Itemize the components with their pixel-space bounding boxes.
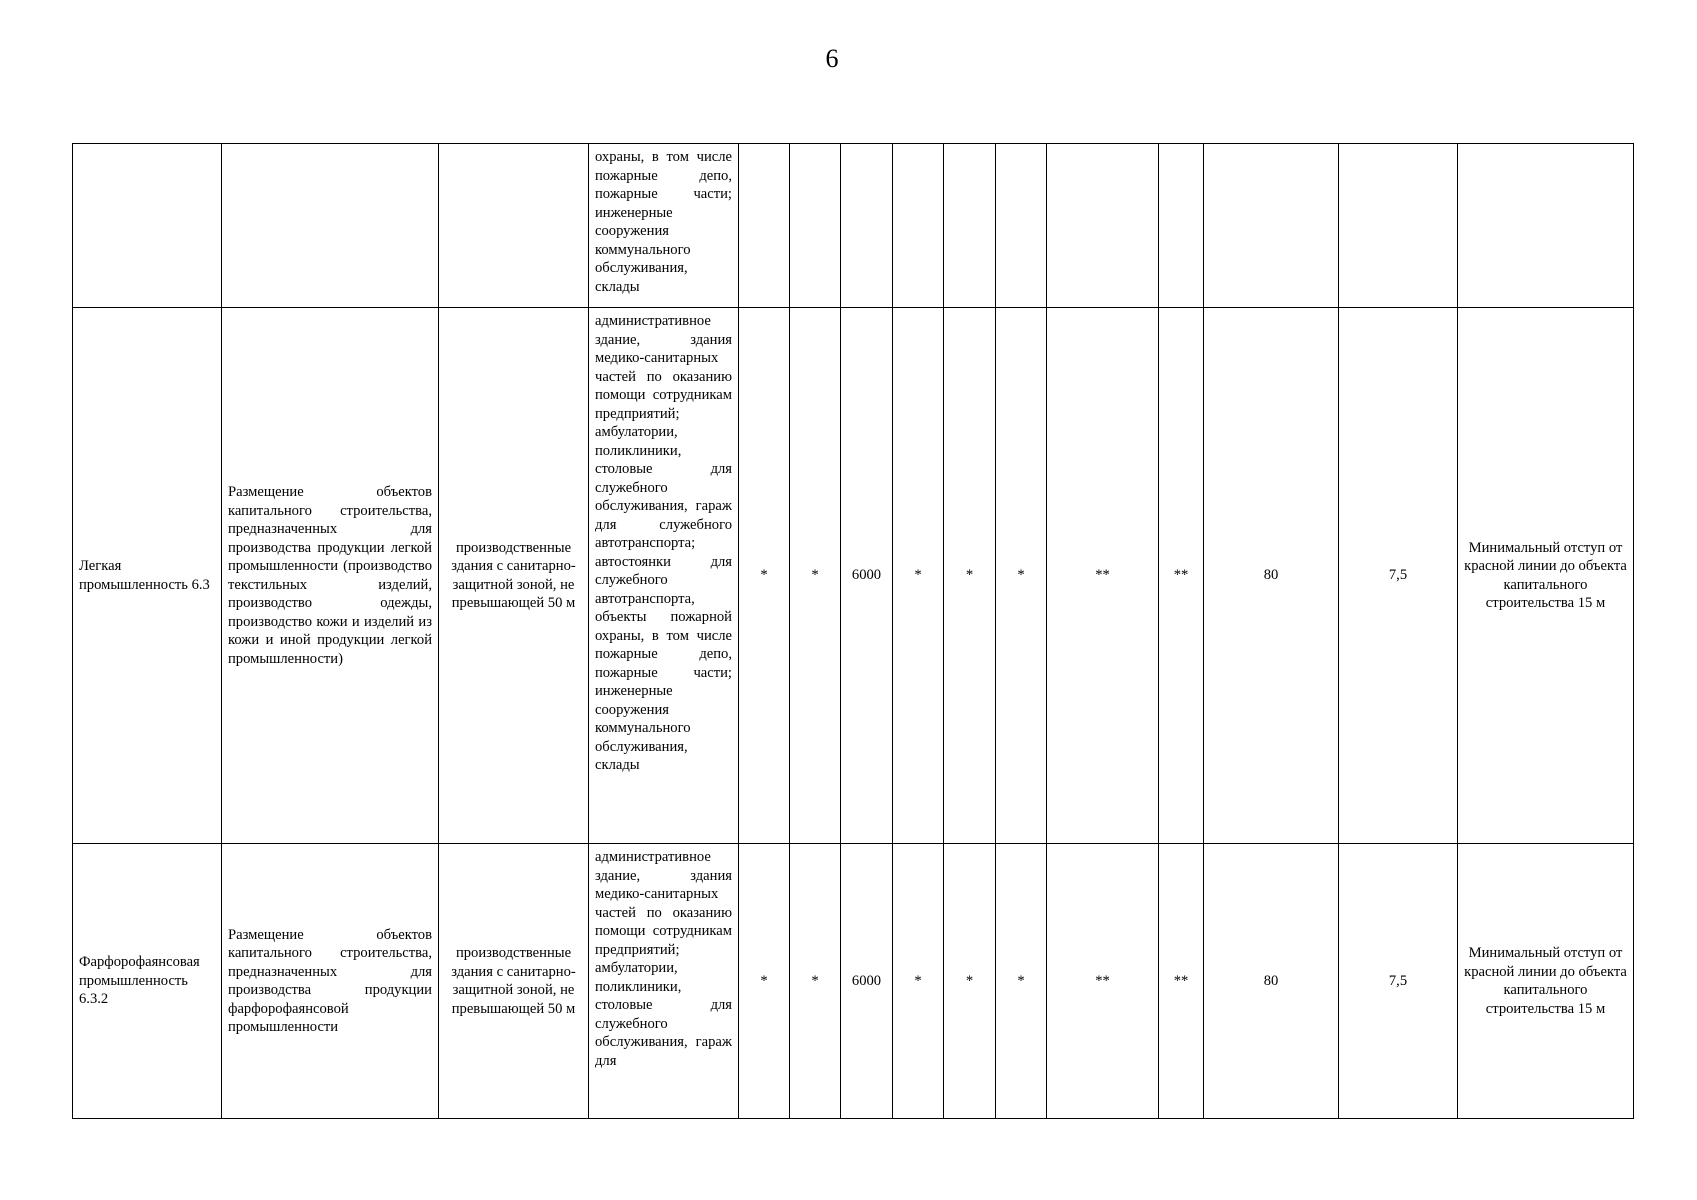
- regulations-table: [72, 143, 1634, 1119]
- main-use-cell: производственные здания с санитарно-защитной зоной, не превышающей 50 м: [439, 308, 589, 844]
- parameter-cell: 7,5: [1339, 308, 1458, 844]
- parameter-cell: **: [1047, 844, 1159, 1119]
- parameter-cell: 6000: [841, 844, 893, 1119]
- auxiliary-use-text: охраны, в том числе пожарные депо, пожарные части; инженерные сооружения коммунального обслуживания, склады: [595, 149, 732, 295]
- note-cell: Минимальный отступ от красной линии до объекта капитального строительства 15 м: [1458, 308, 1634, 844]
- parameter-cell: *: [739, 308, 790, 844]
- parameter-cell: **: [1159, 308, 1204, 844]
- parameter-cell: **: [1047, 308, 1159, 844]
- auxiliary-use-text: административное здание, здания медико-санитарных частей по оказанию помощи сотрудникам предприятий; амбулатории, поликлиники, столовые для служебного обслуживания, гараж для: [595, 849, 732, 1069]
- use-description-cell: Размещение объектов капитального строительства, предназначенных для производства продукции легкой промышленности (производство текстильных изделий, производство одежды, производство кожи и изделий из кожи и иной продукции легкой промышленности): [222, 308, 439, 844]
- main-use-cell: [439, 144, 589, 308]
- parameter-cell: 6000: [841, 308, 893, 844]
- parameter-cell: *: [893, 308, 944, 844]
- parameter-cell: [1047, 144, 1159, 308]
- parameter-cell: *: [944, 308, 996, 844]
- use-type-cell: Фарфорофаянсовая промышленность 6.3.2: [73, 844, 222, 1119]
- main-use-cell: производственные здания с санитарно-защитной зоной, не превышающей 50 м: [439, 844, 589, 1119]
- parameter-cell: *: [739, 844, 790, 1119]
- use-type-cell: Легкая промышленность 6.3: [73, 308, 222, 844]
- parameter-cell: 80: [1204, 844, 1339, 1119]
- parameter-cell: **: [1159, 844, 1204, 1119]
- table-row: [73, 844, 1634, 1119]
- parameter-cell: [1339, 144, 1458, 308]
- parameter-cell: *: [790, 308, 841, 844]
- parameter-cell: *: [790, 844, 841, 1119]
- use-description-cell: Размещение объектов капитального строительства, предназначенных для производства продукции фарфорофаянсовой промышленности: [222, 844, 439, 1119]
- parameter-cell: [1204, 144, 1339, 308]
- parameter-cell: [893, 144, 944, 308]
- parameter-cell: *: [996, 308, 1047, 844]
- parameter-cell: 80: [1204, 308, 1339, 844]
- auxiliary-use-cell: [589, 844, 739, 1119]
- parameter-cell: *: [944, 844, 996, 1119]
- parameter-cell: [944, 144, 996, 308]
- parameter-cell: *: [996, 844, 1047, 1119]
- auxiliary-use-cell: [589, 144, 739, 308]
- auxiliary-use-text: административное здание, здания медико-санитарных частей по оказанию помощи сотрудникам предприятий; амбулатории, поликлиники, столовые для служебного обслуживания, гараж для служебного автотранспорта; автостоянки для служебного автотранспорта, объекты пожарной охраны, в том числе пожарные депо, пожарные части; инженерные сооружения коммунального обслуживания, склады: [595, 313, 732, 773]
- parameter-cell: *: [893, 844, 944, 1119]
- use-type-cell: [73, 144, 222, 308]
- note-cell: Минимальный отступ от красной линии до объекта капитального строительства 15 м: [1458, 844, 1634, 1119]
- parameter-cell: [790, 144, 841, 308]
- note-cell: [1458, 144, 1634, 308]
- parameter-cell: [996, 144, 1047, 308]
- table-row: [73, 144, 1634, 308]
- table-row: [73, 308, 1634, 844]
- parameter-cell: [739, 144, 790, 308]
- parameter-cell: 7,5: [1339, 844, 1458, 1119]
- page-number: 6: [825, 44, 839, 73]
- auxiliary-use-cell: [589, 308, 739, 844]
- parameter-cell: [1159, 144, 1204, 308]
- parameter-cell: [841, 144, 893, 308]
- use-description-cell: [222, 144, 439, 308]
